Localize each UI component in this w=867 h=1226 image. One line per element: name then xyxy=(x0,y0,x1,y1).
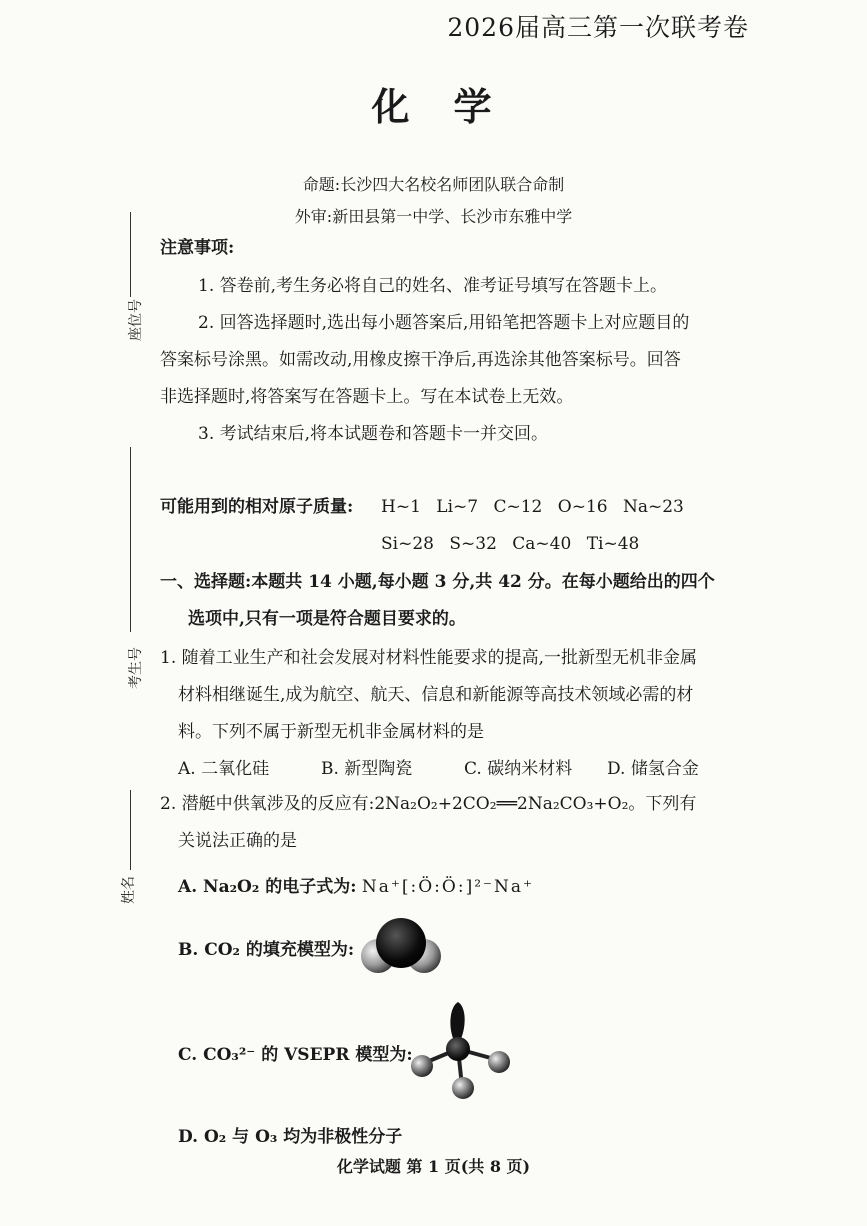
seat-label: 座位号 xyxy=(128,299,144,341)
exam-no-label: 考生号 xyxy=(128,647,144,689)
q2-option-d: D. O₂ 与 O₃ 均为非极性分子 xyxy=(178,1127,403,1147)
notice-heading: 注意事项: xyxy=(160,238,235,258)
notice-item-2-line-1: 2. 回答选择题时,选出每小题答案后,用铅笔把答题卡上对应题目的 xyxy=(198,313,690,333)
q1-line-2: 材料相继诞生,成为航空、航天、信息和新能源等高技术领域必需的材 xyxy=(178,685,694,705)
reviewer-credit: 外审:新田县第一中学、长沙市东雅中学 xyxy=(294,207,573,226)
section-1-line-1: 一、选择题:本题共 14 小题,每小题 3 分,共 42 分。在每小题给出的四个 xyxy=(160,572,715,592)
notice-item-2-line-3: 非选择题时,将答案写在答题卡上。写在本试卷上无效。 xyxy=(160,387,574,407)
q2-option-c xyxy=(178,1040,413,1065)
name-line xyxy=(130,790,131,870)
q2-option-a-label: A. Na₂O₂ 的电子式为: xyxy=(178,877,357,897)
q2-line-1: 2. 潜艇中供氧涉及的反应有:2Na₂O₂+2CO₂══2Na₂CO₃+O₂。下列有 xyxy=(160,794,697,814)
q1-line-3: 料。下列不属于新型无机非金属材料的是 xyxy=(178,722,484,742)
q2-option-b-label: B. CO₂ 的填充模型为: xyxy=(178,940,355,960)
section-1-line-2: 选项中,只有一项是符合题目要求的。 xyxy=(188,609,466,629)
q1-option-c: C. 碳纳米材料 xyxy=(464,759,573,779)
q2-option-c-label: C. CO₃²⁻ 的 VSEPR 模型为: xyxy=(178,1045,413,1065)
subject-title: 化学 xyxy=(371,84,536,129)
seat-line xyxy=(130,212,131,297)
notice-item-3: 3. 考试结束后,将本试题卷和答题卡一并交回。 xyxy=(198,424,549,444)
name-label: 姓名 xyxy=(121,876,137,904)
atomic-mass-label: 可能用到的相对原子质量: xyxy=(160,497,354,517)
q1-options xyxy=(178,754,750,779)
q1-option-d: D. 储氢合金 xyxy=(607,759,699,779)
exam-title: 2026届高三第一次联考卷 xyxy=(447,13,749,42)
setter-credit: 命题:长沙四大名校名师团队联合命制 xyxy=(302,175,565,194)
q2-line-2: 关说法正确的是 xyxy=(178,831,297,851)
q1-option-b: B. 新型陶瓷 xyxy=(321,759,413,779)
q2-option-b xyxy=(178,935,354,960)
q1-line-1: 1. 随着工业生产和社会发展对材料性能要求的提高,一批新型无机非金属 xyxy=(160,648,698,668)
notice-item-2-line-2: 答案标号涂黑。如需改动,用橡皮擦干净后,再选涂其他答案标号。回答 xyxy=(160,350,681,370)
co3-vsepr-model xyxy=(408,994,513,1104)
page-footer: 化学试题 第 1 页(共 8 页) xyxy=(336,1157,531,1176)
co2-space-filling-model xyxy=(360,916,442,978)
q2-option-a-formula: Na⁺[:Ö:Ö:]²⁻Na⁺ xyxy=(361,877,534,897)
atomic-mass-line-2: Si~28 S~32 Ca~40 Ti~48 xyxy=(381,534,640,554)
notice-item-1: 1. 答卷前,考生务必将自己的姓名、准考证号填写在答题卡上。 xyxy=(198,276,668,296)
q1-option-a: A. 二氧化硅 xyxy=(178,759,270,779)
exam-no-line xyxy=(130,447,131,632)
atomic-mass-line-1: H~1 Li~7 C~12 O~16 Na~23 xyxy=(381,497,684,517)
q2-option-a xyxy=(178,872,534,897)
